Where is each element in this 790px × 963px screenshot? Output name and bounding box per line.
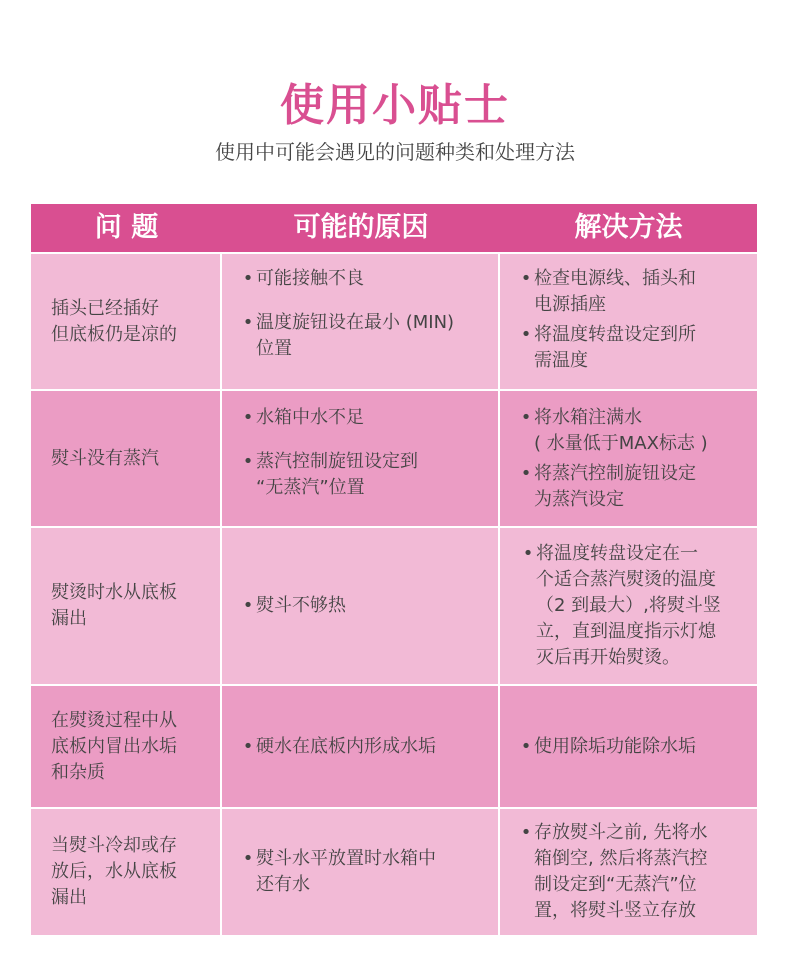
bullet-icon: •	[242, 407, 254, 428]
bullet-icon: •	[520, 407, 532, 428]
cause-text: 熨斗水平放置时水箱中 还有水	[256, 848, 436, 895]
cause-text: 硬水在底板内形成水垢	[256, 735, 436, 757]
tips-table	[31, 204, 757, 935]
cause-cell	[222, 528, 500, 684]
problem-text: 插头已经插好 但底板仍是凉的	[51, 297, 177, 345]
problem-text: 在熨烫过程中从 底板内冒出水垢 和杂质	[51, 709, 177, 783]
bullet-icon: •	[242, 312, 254, 333]
cause-text: 温度旋钮设在最小 (MIN) 位置	[256, 312, 455, 359]
page-title: 使用小贴士	[280, 80, 510, 131]
bullet-icon: •	[522, 543, 534, 564]
cause-cell	[222, 254, 500, 389]
cause-item	[240, 310, 480, 362]
solution-item	[518, 461, 743, 513]
solution-item	[518, 734, 743, 760]
cause-item	[240, 734, 480, 760]
bullet-icon: •	[242, 451, 254, 472]
solution-text: 使用除垢功能除水垢	[534, 735, 696, 757]
solution-cell	[500, 391, 757, 526]
bullet-icon: •	[520, 268, 532, 289]
table-row	[31, 526, 757, 684]
problem-cell	[31, 809, 222, 935]
bullet-icon: •	[242, 735, 254, 757]
problem-cell	[31, 686, 222, 807]
problem-text: 熨斗没有蒸汽	[51, 447, 159, 469]
cause-item	[240, 593, 480, 619]
solution-text: 将温度转盘设定到所 需温度	[534, 324, 696, 371]
problem-text: 当熨斗冷却或存 放后，水从底板 漏出	[51, 835, 177, 908]
cause-text: 可能接触不良	[256, 268, 364, 289]
header-solutions: 解决方法	[574, 212, 683, 243]
cause-text: 熨斗不够热	[256, 595, 346, 616]
cause-item	[240, 449, 480, 501]
solution-item	[518, 266, 743, 318]
bullet-icon: •	[520, 463, 532, 484]
table-header	[31, 204, 757, 252]
table-row	[31, 389, 757, 526]
solution-cell	[500, 809, 757, 935]
solution-item	[518, 322, 743, 374]
bullet-icon: •	[242, 268, 254, 289]
bullet-icon: •	[242, 595, 254, 616]
header-causes: 可能的原因	[293, 212, 429, 243]
solution-text: 检查电源线、插头和 电源插座	[534, 268, 696, 315]
solution-text: 将水箱注满水 ( 水量低于MAX标志 )	[534, 407, 708, 454]
solution-cell	[500, 528, 757, 684]
page-subtitle: 使用中可能会遇见的问题种类和处理方法	[215, 140, 575, 164]
problem-text: 熨烫时水从底板 漏出	[51, 582, 177, 629]
problem-cell	[31, 254, 222, 389]
bullet-icon: •	[520, 822, 532, 843]
problem-cell	[31, 528, 222, 684]
cause-cell	[222, 686, 500, 807]
cause-text: 蒸汽控制旋钮设定到 “无蒸汽”位置	[256, 451, 418, 498]
bullet-icon: •	[242, 848, 254, 869]
solution-item	[520, 541, 743, 671]
table-row	[31, 684, 757, 807]
table-row	[31, 252, 757, 389]
table-row	[31, 807, 757, 935]
solution-cell	[500, 686, 757, 807]
solution-item	[518, 405, 743, 457]
cause-cell	[222, 809, 500, 935]
solution-item	[518, 820, 743, 924]
problem-cell	[31, 391, 222, 526]
cause-item	[240, 266, 480, 292]
cause-item	[240, 846, 480, 898]
bullet-icon: •	[520, 324, 532, 345]
header-problem: 问 题	[94, 212, 159, 243]
solution-text: 将温度转盘设定在一 个适合蒸汽熨烫的温度 （2 到最大）,将熨斗竖 立，直到温度指示灯熄 灭后再开始熨烫。	[536, 543, 721, 668]
solution-cell	[500, 254, 757, 389]
cause-cell	[222, 391, 500, 526]
solution-text: 存放熨斗之前, 先将水 箱倒空, 然后将蒸汽控 制设定到“无蒸汽”位 置，将熨斗竖立存放	[534, 822, 708, 921]
bullet-icon: •	[520, 735, 532, 757]
cause-text: 水箱中水不足	[256, 407, 364, 428]
solution-text: 将蒸汽控制旋钮设定 为蒸汽设定	[534, 463, 696, 510]
cause-item	[240, 405, 480, 431]
